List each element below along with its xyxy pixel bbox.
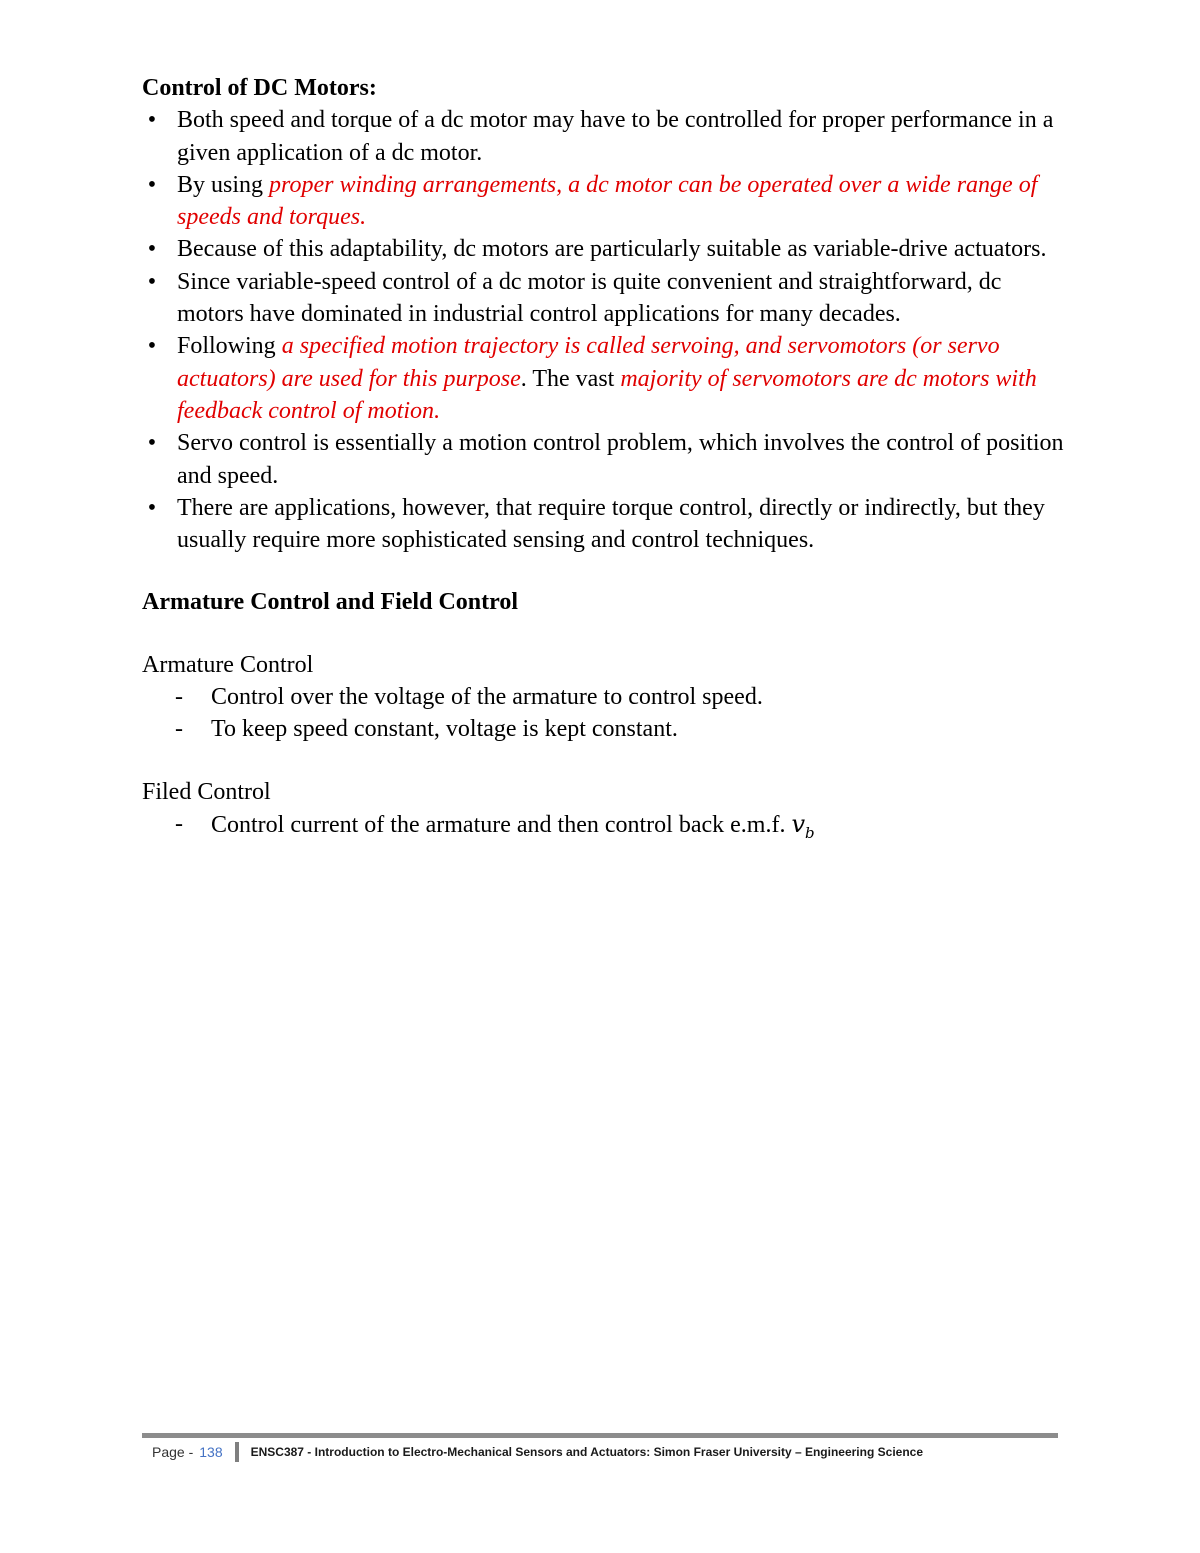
bullet-text: By using [177, 171, 270, 198]
dash-item-text: To keep speed constant, voltage is kept constant. [211, 716, 678, 743]
subsection-title-field-control: Filed Control [142, 778, 271, 805]
math-variable [791, 809, 815, 842]
list-item [142, 266, 1072, 331]
emphasis-text: proper winding arrangements, a dc motor can be operated over a wide range of speeds and torques [177, 171, 1038, 231]
dash-item-text: Control over the voltage of the armature to control speed. [211, 684, 763, 711]
list-item [142, 681, 1072, 713]
math-var: v [791, 809, 806, 838]
document-body [142, 72, 1072, 849]
bullet-icon: • [147, 494, 157, 521]
page-number: 138 [199, 1444, 223, 1460]
dash-list-armature [142, 681, 1072, 746]
bullet-text: . The vast [520, 365, 621, 392]
list-item [142, 492, 1072, 557]
dash-icon: - [175, 810, 183, 837]
bullet-text: There are applications, however, that require torque control, directly or indirectly, but they usually require more sophisticated sensing and control techniques. [177, 494, 1045, 554]
bullet-text: Because of this adaptability, dc motors are particularly suitable as variable-drive actuators. [177, 236, 1047, 263]
dash-list-field [142, 808, 1072, 849]
emphasis-text: . [360, 204, 367, 231]
list-item [142, 808, 1072, 849]
bullet-icon: • [147, 430, 157, 457]
page-footer [152, 1441, 923, 1463]
list-item [142, 169, 1072, 234]
bullet-list [142, 104, 1072, 556]
bullet-text: Both speed and torque of a dc motor may have to be controlled for proper performance in a given application of a dc motor. [177, 107, 1054, 166]
bullet-text: Servo control is essentially a motion control problem, which involves the control of position and speed. [177, 430, 1064, 489]
section-heading-control-dc-motors: Control of DC Motors: [142, 75, 377, 101]
list-item [142, 713, 1072, 745]
bullet-icon: • [147, 236, 157, 263]
emphasis-text: majority of servomotors are dc motors with feedback control of motion [177, 365, 1037, 424]
subsection-title-armature-control: Armature Control [142, 651, 314, 678]
page-label: Page - [152, 1444, 194, 1460]
list-item [142, 104, 1072, 169]
bullet-text: Following [177, 333, 282, 360]
bullet-icon: • [147, 107, 157, 134]
math-subscript: b [805, 823, 815, 842]
section-heading-armature-field-control: Armature Control and Field Control [142, 589, 518, 616]
bullet-icon: • [147, 171, 157, 198]
list-item [142, 330, 1072, 427]
list-item [142, 427, 1072, 492]
dash-item-text: Control current of the armature and then control back e.m.f. [211, 811, 792, 838]
dash-icon: - [175, 684, 183, 711]
course-title: ENSC387 - Introduction to Electro-Mechanical Sensors and Actuators: Simon Fraser University – Engineering Science [250, 1445, 924, 1459]
list-item [142, 233, 1072, 265]
bullet-text: Since variable-speed control of a dc motor is quite convenient and straightforward, dc motors have dominated in industrial control applications for many decades. [177, 268, 1002, 328]
footer-rule [142, 1433, 1058, 1438]
footer-divider [235, 1442, 239, 1462]
dash-icon: - [175, 716, 183, 743]
emphasis-text: . [434, 397, 441, 424]
bullet-icon: • [147, 333, 157, 360]
emphasis-text: a specified motion trajectory is called servoing, and servomotors (or servo actuators) are used for this purpose [177, 333, 1000, 392]
bullet-icon: • [147, 268, 157, 295]
